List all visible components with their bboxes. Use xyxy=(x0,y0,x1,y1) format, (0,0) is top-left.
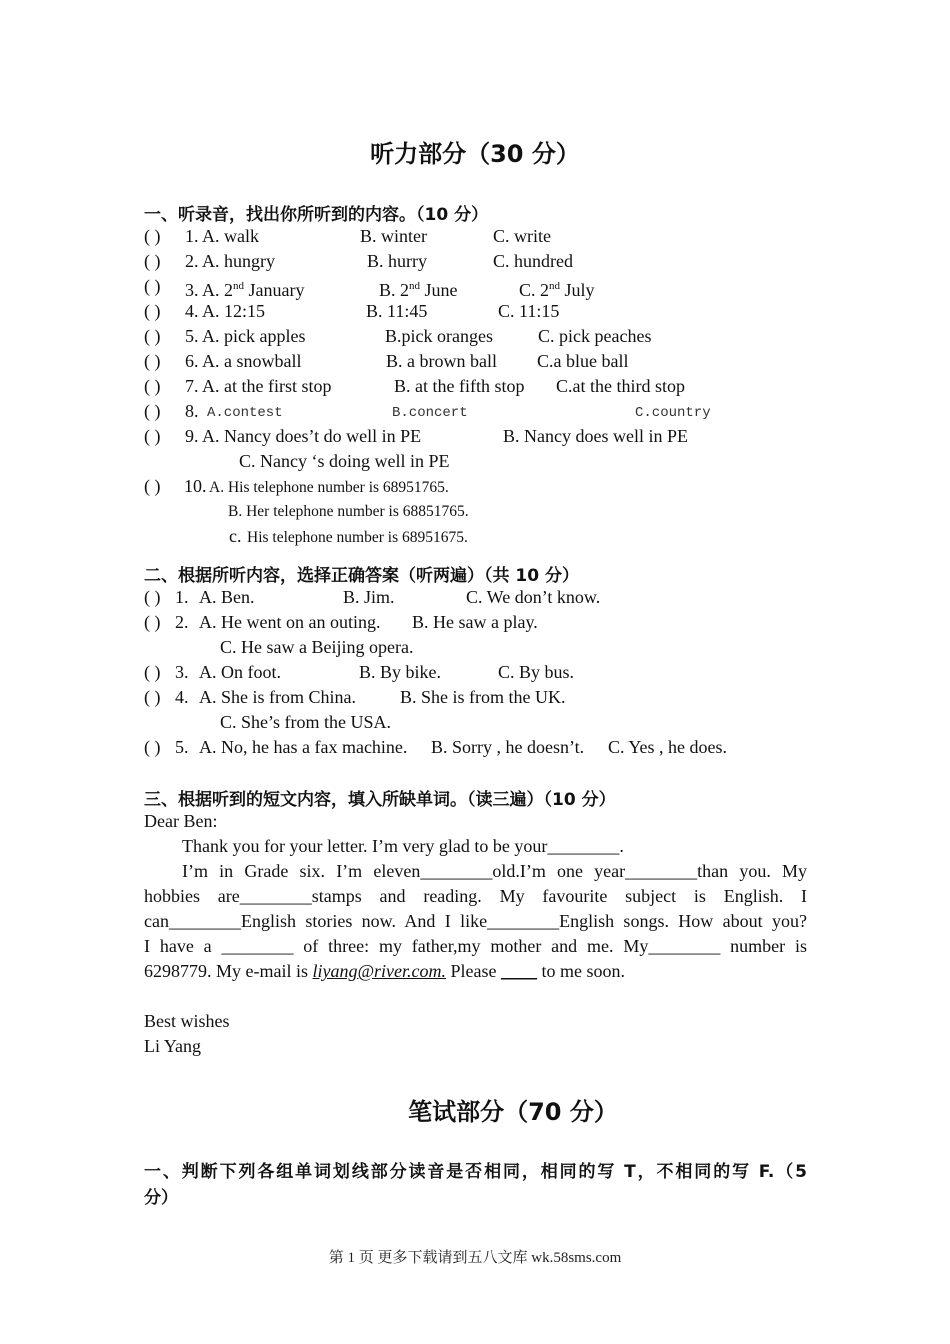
q7-option-c: C.at the third stop xyxy=(556,376,685,396)
q10-option-c: His telephone number is 68951675. xyxy=(247,529,468,546)
q2-option-c: C. hundred xyxy=(493,251,573,271)
q7-paren: ( ) xyxy=(144,376,161,396)
q9-option-b: B. Nancy does well in PE xyxy=(503,426,688,446)
q5-option-a: 5. A. pick apples xyxy=(185,326,306,346)
p2-q2-option-a: A. He went on an outing. xyxy=(199,612,381,632)
letter-para-line-a: I’m in Grade six. I’m eleven________old.I’m one year________than you. My xyxy=(182,861,807,881)
q8-paren: ( ) xyxy=(144,401,161,421)
letter-para-line-b: hobbies are________stamps and reading. My favourite subject is English. I xyxy=(144,886,807,906)
p2-q3-option-b: B. By bike. xyxy=(359,662,442,682)
q10-paren: ( ) xyxy=(144,476,161,496)
p2-q5-paren: ( ) xyxy=(144,737,161,757)
q6-option-c: C.a blue ball xyxy=(537,351,629,371)
p2-q3-paren: ( ) xyxy=(144,662,161,682)
letter-para-line-d: I have a ________ of three: my father,my mother and me. My________ number is xyxy=(144,936,807,956)
p2-q3-number: 3. xyxy=(175,662,189,682)
q2-option-a: 2. A. hungry xyxy=(185,251,275,271)
email-link[interactable]: liyang@river.com. xyxy=(312,961,447,981)
letter-para-line-c: can________English stories now. And I like________English songs. How about you? xyxy=(144,911,807,931)
q3-option-b: B. 2nd June xyxy=(379,280,458,300)
q2-option-b: B. hurry xyxy=(367,251,427,271)
p2-q5-number: 5. xyxy=(175,737,189,757)
q9-paren: ( ) xyxy=(144,426,161,446)
q6-option-a: 6. A. a snowball xyxy=(185,351,302,371)
p2-q4-option-b: B. She is from the UK. xyxy=(400,687,566,707)
p2-q5-option-b: B. Sorry , he doesn’t. xyxy=(431,737,585,757)
p2-q1-paren: ( ) xyxy=(144,587,161,607)
q9-option-a: 9. A. Nancy does’t do well in PE xyxy=(185,426,422,446)
q6-paren: ( ) xyxy=(144,351,161,371)
q8-option-c: C.country xyxy=(635,405,711,421)
written-part1-heading-a: 一、判断下列各组单词划线部分读音是否相同，相同的写 T，不相同的写 F.（5 xyxy=(144,1162,807,1182)
q3-option-a: 3. A. 2nd January xyxy=(185,280,305,300)
q10-number: 10. xyxy=(184,476,207,496)
listening-title: 听力部分（30 分） xyxy=(370,140,580,168)
q1-option-a: 1. A. walk xyxy=(185,226,259,246)
letter-para-line-e: 6298779. My e-mail is liyang@river.com. Please ____ to me soon. xyxy=(144,961,626,981)
q10-option-a: A. His telephone number is 68951765. xyxy=(209,479,449,496)
q1-option-c: C. write xyxy=(493,226,551,246)
q4-option-c: C. 11:15 xyxy=(498,301,560,321)
q5-paren: ( ) xyxy=(144,326,161,346)
q10-option-c-letter: c. xyxy=(229,526,242,546)
q7-option-b: B. at the fifth stop xyxy=(394,376,525,396)
p2-q1-option-c: C. We don’t know. xyxy=(466,587,601,607)
p2-q1-option-a: A. Ben. xyxy=(199,587,255,607)
q8-option-a: A.contest xyxy=(207,405,283,421)
written-part1-heading-b: 分） xyxy=(144,1188,178,1208)
p2-q2-number: 2. xyxy=(175,612,189,632)
q8-option-b: B.concert xyxy=(392,405,468,421)
p2-q4-number: 4. xyxy=(175,687,189,707)
part1-heading: 一、听录音，找出你所听到的内容。（10 分） xyxy=(144,205,489,225)
letter-closing: Best wishes xyxy=(144,1011,230,1031)
p2-q2-paren: ( ) xyxy=(144,612,161,632)
q5-option-b: B.pick oranges xyxy=(385,326,493,346)
p2-q3-option-a: A. On foot. xyxy=(199,662,281,682)
p2-q4-paren: ( ) xyxy=(144,687,161,707)
q5-option-c: C. pick peaches xyxy=(538,326,652,346)
q4-option-a: 4. A. 12:15 xyxy=(185,301,266,321)
q1-option-b: B. winter xyxy=(360,226,427,246)
letter-line-1: Thank you for your letter. I’m very glad to be your________. xyxy=(182,836,624,856)
q4-option-b: B. 11:45 xyxy=(366,301,428,321)
p2-q1-number: 1. xyxy=(175,587,189,607)
written-title: 笔试部分（70 分） xyxy=(408,1098,618,1126)
p2-q3-option-c: C. By bus. xyxy=(498,662,575,682)
p2-q4-option-a: A. She is from China. xyxy=(199,687,356,707)
q8-number: 8. xyxy=(185,401,199,421)
letter-signature: Li Yang xyxy=(144,1036,202,1056)
q10-option-b: B. Her telephone number is 68851765. xyxy=(228,503,469,520)
page-footer: 第 1 页 更多下载请到五八文库 wk.58sms.com xyxy=(328,1250,622,1266)
q4-paren: ( ) xyxy=(144,301,161,321)
part3-heading: 三、根据听到的短文内容，填入所缺单词。（读三遍）（10 分） xyxy=(144,790,616,810)
q6-option-b: B. a brown ball xyxy=(386,351,497,371)
p2-q5-option-c: C. Yes , he does. xyxy=(608,737,728,757)
q9-option-c: C. Nancy ‘s doing well in PE xyxy=(239,451,450,471)
letter-greeting: Dear Ben: xyxy=(144,811,218,831)
p2-q4-option-c: C. She’s from the USA. xyxy=(220,712,391,732)
p2-q2-option-c: C. He saw a Beijing opera. xyxy=(220,637,414,657)
p2-q5-option-a: A. No, he has a fax machine. xyxy=(199,737,408,757)
q3-paren: ( ) xyxy=(144,276,161,296)
p2-q2-option-b: B. He saw a play. xyxy=(412,612,538,632)
p2-q1-option-b: B. Jim. xyxy=(343,587,395,607)
q7-option-a: 7. A. at the first stop xyxy=(185,376,332,396)
q1-paren: ( ) xyxy=(144,226,161,246)
q3-option-c: C. 2nd July xyxy=(519,280,595,300)
q2-paren: ( ) xyxy=(144,251,161,271)
part2-heading: 二、根据所听内容，选择正确答案（听两遍）（共 10 分） xyxy=(144,566,579,586)
